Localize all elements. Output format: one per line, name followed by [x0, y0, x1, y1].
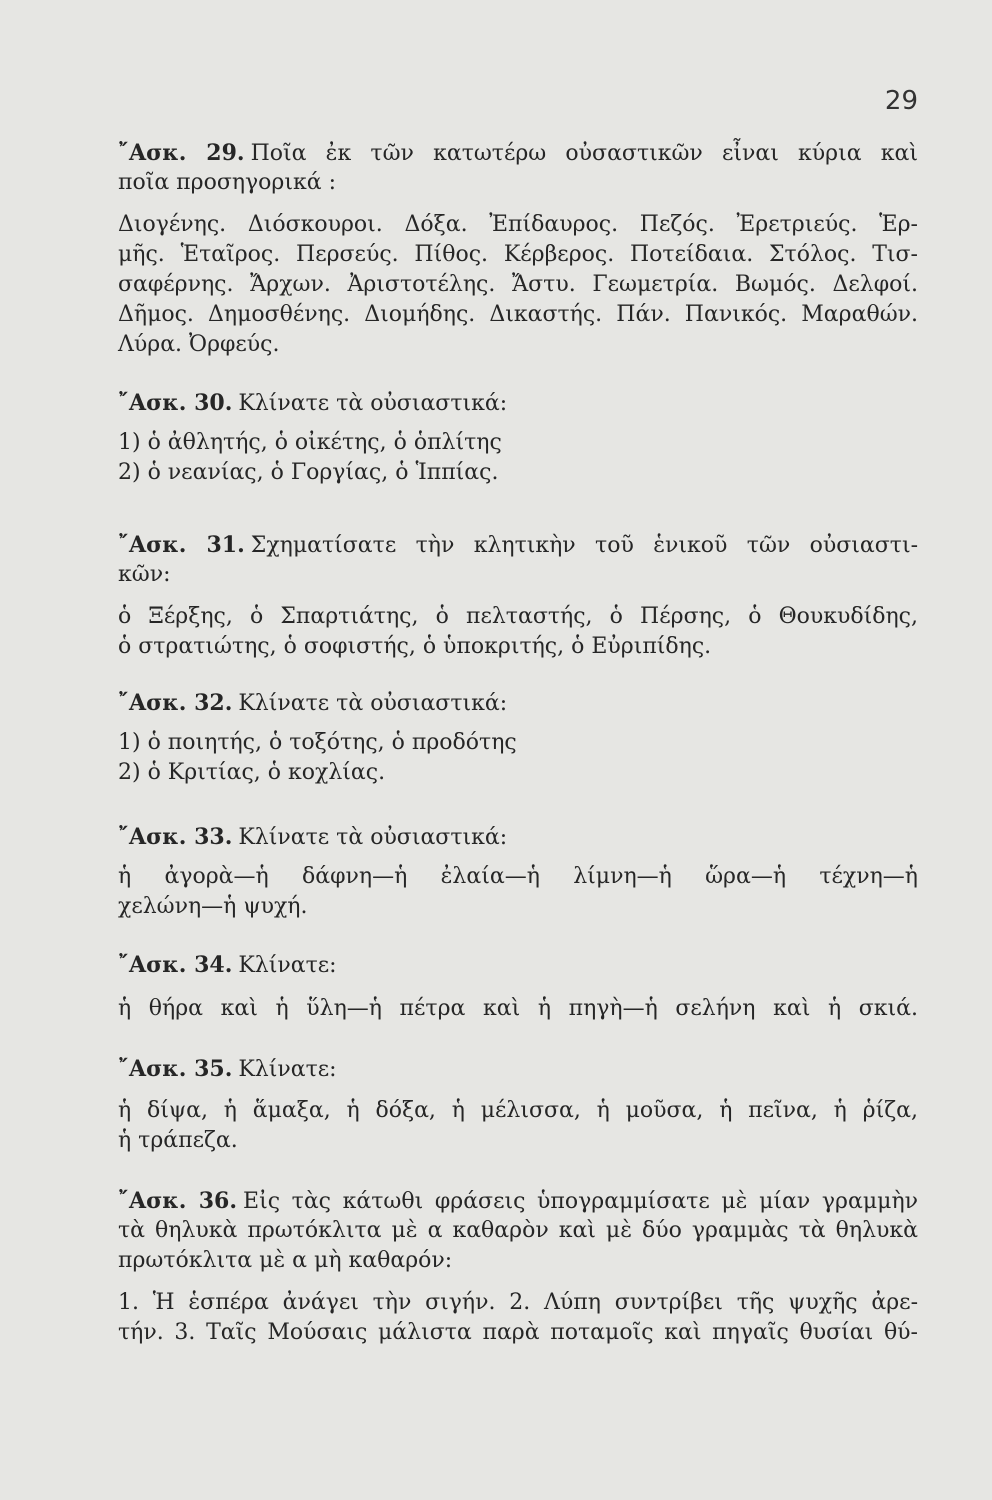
exercise-34-heading	[118, 950, 918, 981]
exercise-36-heading	[118, 1186, 918, 1217]
exercise-31-label: ῎Ασκ. 31.	[118, 532, 245, 558]
exercise-29-words-3: σαφέρνης. Ἄρχων. Ἀριστοτέλης. Ἄστυ. Γεωμετρία. Βωμός. Δελφοί.	[118, 272, 918, 297]
exercise-30-line-1: 1) ὁ ἀθλητής, ὁ οἰκέτης, ὁ ὁπλίτης	[118, 430, 502, 455]
exercise-31-heading	[118, 530, 918, 561]
exercise-30-heading	[118, 388, 918, 419]
exercise-32-label: ῎Ασκ. 32.	[118, 690, 233, 716]
exercise-30-question: Κλίνατε τὰ οὐσιαστικά:	[238, 391, 508, 416]
exercise-33-label: ῎Ασκ. 33.	[118, 824, 233, 850]
exercise-30-label: ῎Ασκ. 30.	[118, 390, 233, 416]
exercise-29-words-5: Λύρα. Ὀρφεύς.	[118, 332, 280, 357]
exercise-33-line-2: χελώνη—ἡ ψυχή.	[118, 894, 308, 919]
page-number: 29	[884, 86, 918, 116]
exercise-36-question: Εἰς τὰς κάτωθι φράσεις ὑπογραμμίσατε μὲ μίαν γραμμὴν	[243, 1189, 918, 1214]
exercise-36-question-cont-2: πρωτόκλιτα μὲ α μὴ καθαρόν:	[118, 1248, 453, 1273]
exercise-30-line-2: 2) ὁ νεανίας, ὁ Γοργίας, ὁ Ἱππίας.	[118, 460, 499, 485]
exercise-31-question: Σχηματίσατε τὴν κλητικὴν τοῦ ἑνικοῦ τῶν οὐσιαστι-	[250, 533, 919, 558]
exercise-35-heading	[118, 1054, 918, 1085]
exercise-29-words-2: μῆς. Ἑταῖρος. Περσεύς. Πίθος. Κέρβερος. Ποτείδαια. Στόλος. Τισ-	[118, 242, 918, 267]
exercise-32-line-2: 2) ὁ Κριτίας, ὁ κοχλίας.	[118, 760, 386, 785]
exercise-34-question: Κλίνατε:	[238, 953, 337, 978]
exercise-31-line-1: ὁ Ξέρξης, ὁ Σπαρτιάτης, ὁ πελταστής, ὁ Πέρσης, ὁ Θουκυδίδης,	[118, 604, 918, 629]
exercise-35-line-2: ἡ τράπεζα.	[118, 1128, 238, 1153]
exercise-34-line-1: ἡ θήρα καὶ ἡ ὕλη—ἡ πέτρα καὶ ἡ πηγὴ—ἡ σελήνη καὶ ἡ σκιά.	[118, 996, 918, 1021]
exercise-29-question: Ποῖα ἐκ τῶν κατωτέρω οὐσαστικῶν εἶναι κύρια καὶ	[250, 141, 919, 166]
exercise-35-label: ῎Ασκ. 35.	[118, 1056, 233, 1082]
exercise-33-question: Κλίνατε τὰ οὐσιαστικά:	[238, 825, 508, 850]
exercise-36-label: ῎Ασκ. 36.	[118, 1188, 238, 1214]
exercise-29-question-cont: ποῖα προσηγορικά :	[118, 170, 336, 195]
exercise-34-label: ῎Ασκ. 34.	[118, 952, 233, 978]
exercise-29-words-4: Δῆμος. Δημοσθένης. Διομήδης. Δικαστής. Πάν. Πανικός. Μαραθών.	[118, 302, 918, 327]
exercise-32-question: Κλίνατε τὰ οὐσιαστικά:	[238, 691, 508, 716]
exercise-35-line-1: ἡ δίψα, ἡ ἅμαξα, ἡ δόξα, ἡ μέλισσα, ἡ μοῦσα, ἡ πεῖνα, ἡ ῥίζα,	[118, 1098, 918, 1123]
exercise-36-question-cont-1: τὰ θηλυκὰ πρωτόκλιτα μὲ α καθαρὸν καὶ μὲ δύο γραμμὰς τὰ θηλυκὰ	[118, 1218, 918, 1243]
exercise-33-line-1: ἡ ἀγορὰ—ἡ δάφνη—ἡ ἐλαία—ἡ λίμνη—ἡ ὥρα—ἡ τέχνη—ἡ	[118, 864, 918, 889]
exercise-29-label: ῎Ασκ. 29.	[118, 140, 245, 166]
exercise-32-line-1: 1) ὁ ποιητής, ὁ τοξότης, ὁ προδότης	[118, 730, 517, 755]
exercise-29-words-1: Διογένης. Διόσκουροι. Δόξα. Ἐπίδαυρος. Πεζός. Ἐρετριεύς. Ἑρ-	[118, 212, 918, 237]
exercise-36-line-2: τήν. 3. Ταῖς Μούσαις μάλιστα παρὰ ποταμοῖς καὶ πηγαῖς θυσίαι θύ-	[118, 1320, 918, 1345]
exercise-31-line-2: ὁ στρατιώτης, ὁ σοφιστής, ὁ ὑποκριτής, ὁ Εὐριπίδης.	[118, 634, 712, 659]
exercise-32-heading	[118, 688, 918, 719]
exercise-29-heading	[118, 138, 918, 169]
exercise-35-question: Κλίνατε:	[238, 1057, 337, 1082]
exercise-33-heading	[118, 822, 918, 853]
exercise-36-line-1: 1. Ἡ ἑσπέρα ἀνάγει τὴν σιγήν. 2. Λύπη συντρίβει τῆς ψυχῆς ἀρε-	[118, 1290, 918, 1315]
exercise-31-question-cont: κῶν:	[118, 562, 171, 587]
